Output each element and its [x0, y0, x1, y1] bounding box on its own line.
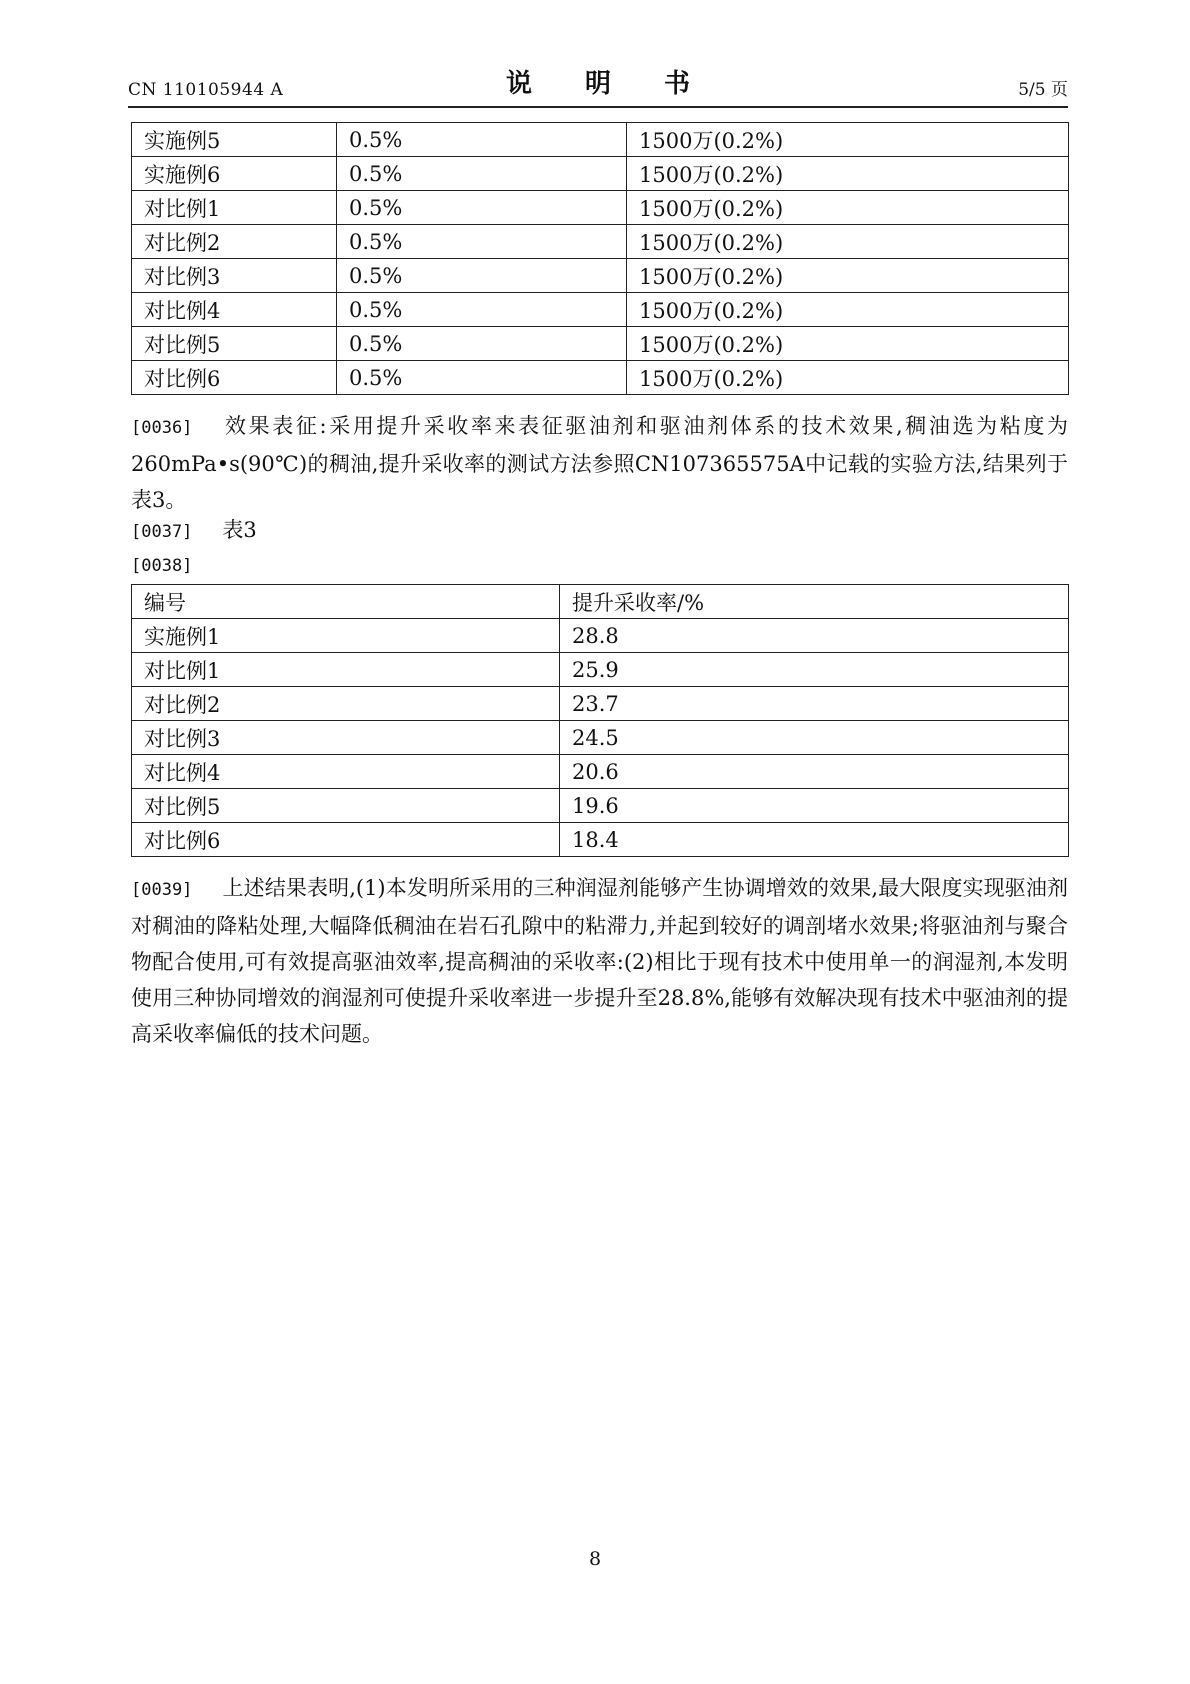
table-cell: 1500万(0.2%) — [627, 157, 1069, 191]
table-cell: 1500万(0.2%) — [627, 293, 1069, 327]
table-row — [132, 123, 1069, 157]
table-cell: 1500万(0.2%) — [627, 361, 1069, 395]
table-row — [132, 687, 1069, 721]
table-cell: 0.5% — [337, 361, 627, 395]
table-cell: 25.9 — [560, 653, 1069, 687]
table-cell: 0.5% — [337, 191, 627, 225]
table-header-row — [132, 585, 1069, 619]
paragraph-text: 效果表征:采用提升采收率来表征驱油剂和驱油剂体系的技术效果,稠油选为粘度为260mPa•s(90℃)的稠油,提升采收率的测试方法参照CN107365575A中记载的实验方法,结果列于表3。 — [131, 414, 1068, 512]
table-row — [132, 327, 1069, 361]
document-title: 说 明 书 — [505, 69, 713, 99]
table-2-continued — [131, 122, 1069, 395]
table-cell: 对比例6 — [132, 361, 337, 395]
table-row — [132, 721, 1069, 755]
table-cell: 对比例5 — [132, 327, 337, 361]
table-cell: 20.6 — [560, 755, 1069, 789]
table-cell: 0.5% — [337, 157, 627, 191]
table-cell: 对比例2 — [132, 687, 560, 721]
table-row — [132, 191, 1069, 225]
paragraph-0039 — [131, 870, 1068, 1052]
table-cell: 对比例3 — [132, 259, 337, 293]
table-row — [132, 361, 1069, 395]
column-header-recovery: 提升采收率/% — [560, 585, 1069, 619]
table-cell: 对比例5 — [132, 789, 560, 823]
table-cell: 实施例5 — [132, 123, 337, 157]
table-cell: 1500万(0.2%) — [627, 327, 1069, 361]
table-cell: 对比例1 — [132, 191, 337, 225]
paragraph-number: [0039] — [131, 880, 193, 900]
paragraph-number: [0037] — [131, 522, 193, 542]
table-cell: 对比例6 — [132, 823, 560, 857]
paragraph-text: 上述结果表明,(1)本发明所采用的三种润湿剂能够产生协调增效的效果,最大限度实现驱油剂对稠油的降粘处理,大幅降低稠油在岩石孔隙中的粘滞力,并起到较好的调剖堵水效果;将驱油剂与聚合物配合使用,可有效提高驱油效率,提高稠油的采收率:(2)相比于现有技术中使用单一的润湿剂,本发明使用三种协同增效的润湿剂可使提升采收率进一步提升至28.8%,能够有效解决现有技术中驱油剂的提高采收率偏低的技术问题。 — [131, 876, 1068, 1046]
table-cell: 实施例6 — [132, 157, 337, 191]
page-number: 8 — [588, 1548, 602, 1570]
paragraph-number: [0038] — [131, 556, 193, 576]
table-cell: 1500万(0.2%) — [627, 123, 1069, 157]
table-row — [132, 259, 1069, 293]
table-row — [132, 619, 1069, 653]
table-row — [132, 823, 1069, 857]
table-cell: 0.5% — [337, 293, 627, 327]
table-cell: 0.5% — [337, 123, 627, 157]
table-cell: 对比例3 — [132, 721, 560, 755]
table-row — [132, 293, 1069, 327]
page-indicator: 5/5 页 — [1018, 80, 1068, 100]
table-cell: 28.8 — [560, 619, 1069, 653]
table-cell: 24.5 — [560, 721, 1069, 755]
table-caption: 表3 — [222, 518, 257, 542]
table-cell: 对比例4 — [132, 755, 560, 789]
table-cell: 对比例2 — [132, 225, 337, 259]
table-cell: 1500万(0.2%) — [627, 259, 1069, 293]
document-id: CN 110105944 A — [128, 80, 284, 100]
paragraph-number: [0036] — [131, 418, 193, 438]
table-cell: 对比例1 — [132, 653, 560, 687]
table-row — [132, 789, 1069, 823]
table-cell: 18.4 — [560, 823, 1069, 857]
table-cell: 19.6 — [560, 789, 1069, 823]
table-cell: 0.5% — [337, 259, 627, 293]
table-cell: 对比例4 — [132, 293, 337, 327]
table-row — [132, 225, 1069, 259]
column-header-id: 编号 — [132, 585, 560, 619]
paragraph-0038 — [131, 546, 222, 584]
table-cell: 1500万(0.2%) — [627, 191, 1069, 225]
table-cell: 0.5% — [337, 225, 627, 259]
table-cell: 23.7 — [560, 687, 1069, 721]
table-cell: 实施例1 — [132, 619, 560, 653]
table-row — [132, 157, 1069, 191]
table-cell: 1500万(0.2%) — [627, 225, 1069, 259]
paragraph-0036 — [131, 408, 1068, 518]
table-3 — [131, 584, 1069, 857]
page-header — [128, 68, 1068, 108]
table-cell: 0.5% — [337, 327, 627, 361]
paragraph-0037 — [131, 512, 257, 550]
table-row — [132, 653, 1069, 687]
table-row — [132, 755, 1069, 789]
